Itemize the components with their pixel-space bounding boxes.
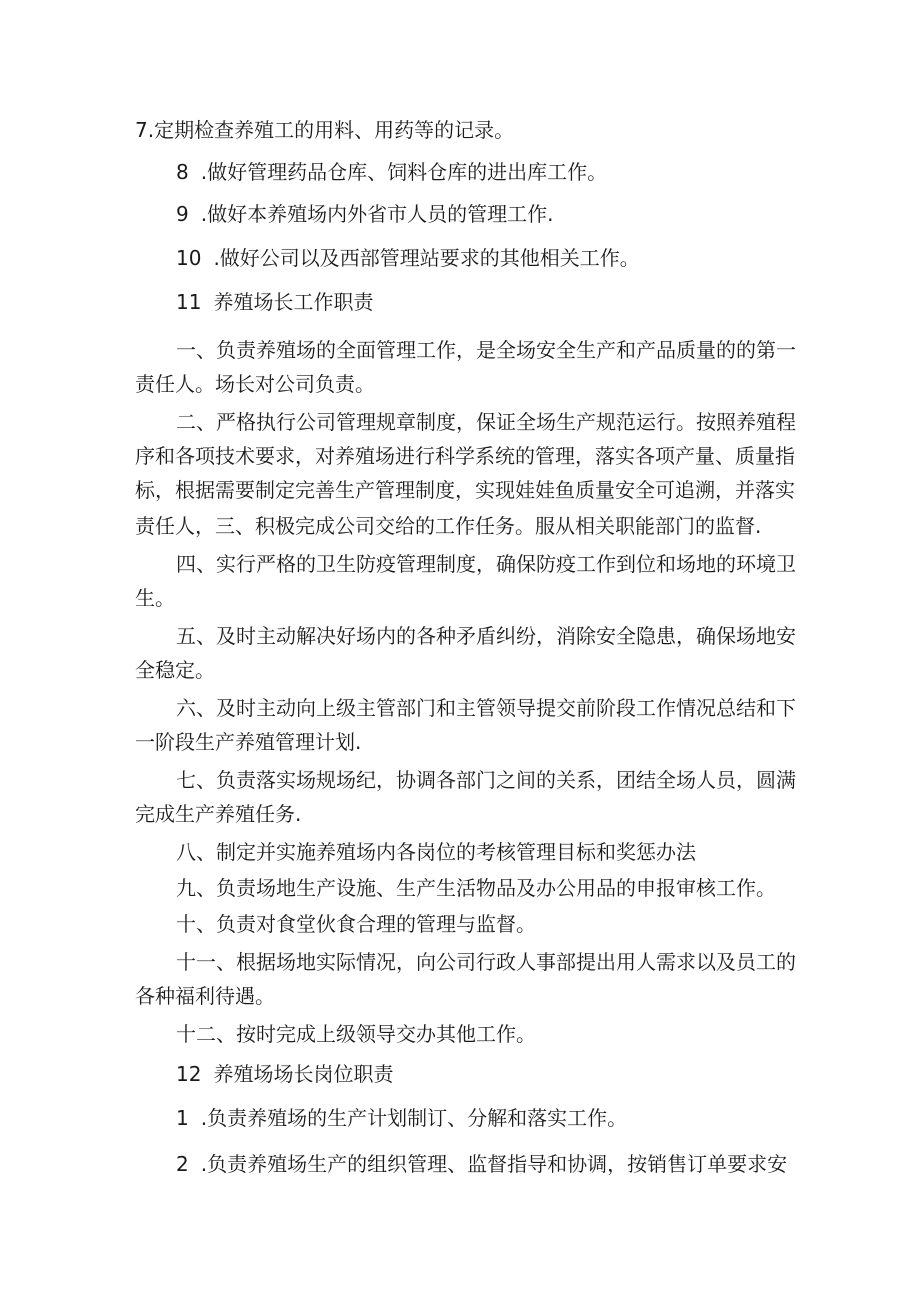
line-text: .做好管理药品仓库、饲料仓库的进出库工作。 bbox=[200, 160, 608, 184]
line-text: 标，根据需要制定完善生产管理制度，实现娃娃鱼质量安全可追溯，并落实 bbox=[135, 478, 795, 502]
line-text: 八、制定并实施养殖场内各岗位的考核管理目标和奖惩办法 bbox=[176, 840, 696, 864]
line-text: 一阶段生产养殖管理计划. bbox=[135, 730, 362, 754]
item-number: 11 bbox=[176, 290, 202, 314]
text-line bbox=[176, 1022, 536, 1046]
line-text: 十、负责对食堂伙食合理的管理与监督。 bbox=[176, 912, 536, 936]
line-text: 五、及时主动解决好场内的各种矛盾纠纷，消除安全隐患，确保场地安 bbox=[176, 624, 796, 648]
line-text: 责任人。场长对公司负责。 bbox=[135, 372, 375, 396]
text-line bbox=[135, 984, 275, 1008]
line-text: 各种福利待遇。 bbox=[135, 984, 275, 1008]
text-line bbox=[176, 950, 796, 974]
text-line bbox=[135, 478, 795, 502]
line-text: 责任人，三、积极完成公司交给的工作任务。服从相关职能部门的监督. bbox=[135, 514, 762, 538]
text-line bbox=[135, 586, 175, 610]
line-text: 七、负责落实场规场纪，协调各部门之间的关系，团结全场人员，圆满 bbox=[176, 768, 796, 792]
item-number: 1 bbox=[176, 1106, 189, 1130]
section-heading bbox=[176, 290, 373, 314]
line-text: 九、负责场地生产设施、生产生活物品及办公用品的申报审核工作。 bbox=[176, 876, 776, 900]
item-number: 8 bbox=[176, 160, 189, 184]
item-number: 12 bbox=[176, 1062, 202, 1086]
text-line bbox=[135, 658, 215, 682]
line-text: 六、及时主动向上级主管部门和主管领导提交前阶段工作情况总结和下 bbox=[176, 696, 796, 720]
text-line bbox=[176, 246, 640, 270]
text-line bbox=[176, 840, 696, 864]
text-line bbox=[176, 552, 796, 576]
line-text: 二、严格执行公司管理规章制度，保证全场生产规范运行。按照养殖程 bbox=[176, 410, 796, 434]
heading-text: 养殖场场长岗位职责 bbox=[213, 1062, 394, 1086]
line-text: 完成生产养殖任务. bbox=[135, 802, 302, 826]
text-line bbox=[135, 118, 514, 142]
text-line bbox=[176, 876, 776, 900]
text-line bbox=[176, 768, 796, 792]
text-line bbox=[176, 696, 796, 720]
text-line bbox=[135, 444, 795, 468]
line-text: .负责养殖场生产的组织管理、监督指导和协调，按销售订单要求安 bbox=[200, 1152, 788, 1176]
item-number: 9 bbox=[176, 202, 189, 226]
line-text: 生。 bbox=[135, 586, 175, 610]
item-number: 10 bbox=[176, 246, 202, 270]
line-text: 序和各项技术要求，对养殖场进行科学系统的管理，落实各项产量、质量指 bbox=[135, 444, 795, 468]
text-line bbox=[176, 624, 796, 648]
line-text: 7.定期检查养殖工的用料、用药等的记录。 bbox=[135, 118, 515, 142]
text-line bbox=[176, 338, 796, 362]
line-text: .做好公司以及西部管理站要求的其他相关工作。 bbox=[213, 246, 640, 270]
line-text: .做好本养殖场内外省市人员的管理工作. bbox=[200, 202, 554, 226]
line-text: 一、负责养殖场的全面管理工作，是全场安全生产和产品质量的的第一 bbox=[176, 338, 796, 362]
text-line bbox=[176, 410, 796, 434]
text-line bbox=[135, 514, 761, 538]
line-text: .负责养殖场的生产计划制订、分解和落实工作。 bbox=[200, 1106, 628, 1130]
line-text: 四、实行严格的卫生防疫管理制度，确保防疫工作到位和场地的环境卫 bbox=[176, 552, 796, 576]
heading-text: 养殖场长工作职责 bbox=[213, 290, 374, 314]
text-line bbox=[135, 372, 375, 396]
text-line bbox=[176, 912, 536, 936]
text-line bbox=[176, 160, 607, 184]
text-line bbox=[135, 730, 361, 754]
line-text: 十二、按时完成上级领导交办其他工作。 bbox=[176, 1022, 536, 1046]
line-text: 十一、根据场地实际情况，向公司行政人事部提出用人需求以及员工的 bbox=[176, 950, 796, 974]
section-heading bbox=[176, 1062, 393, 1086]
text-line bbox=[176, 1152, 787, 1176]
line-text: 全稳定。 bbox=[135, 658, 215, 682]
text-line bbox=[176, 202, 553, 226]
item-number: 2 bbox=[176, 1152, 189, 1176]
text-line bbox=[135, 802, 301, 826]
text-line bbox=[176, 1106, 627, 1130]
